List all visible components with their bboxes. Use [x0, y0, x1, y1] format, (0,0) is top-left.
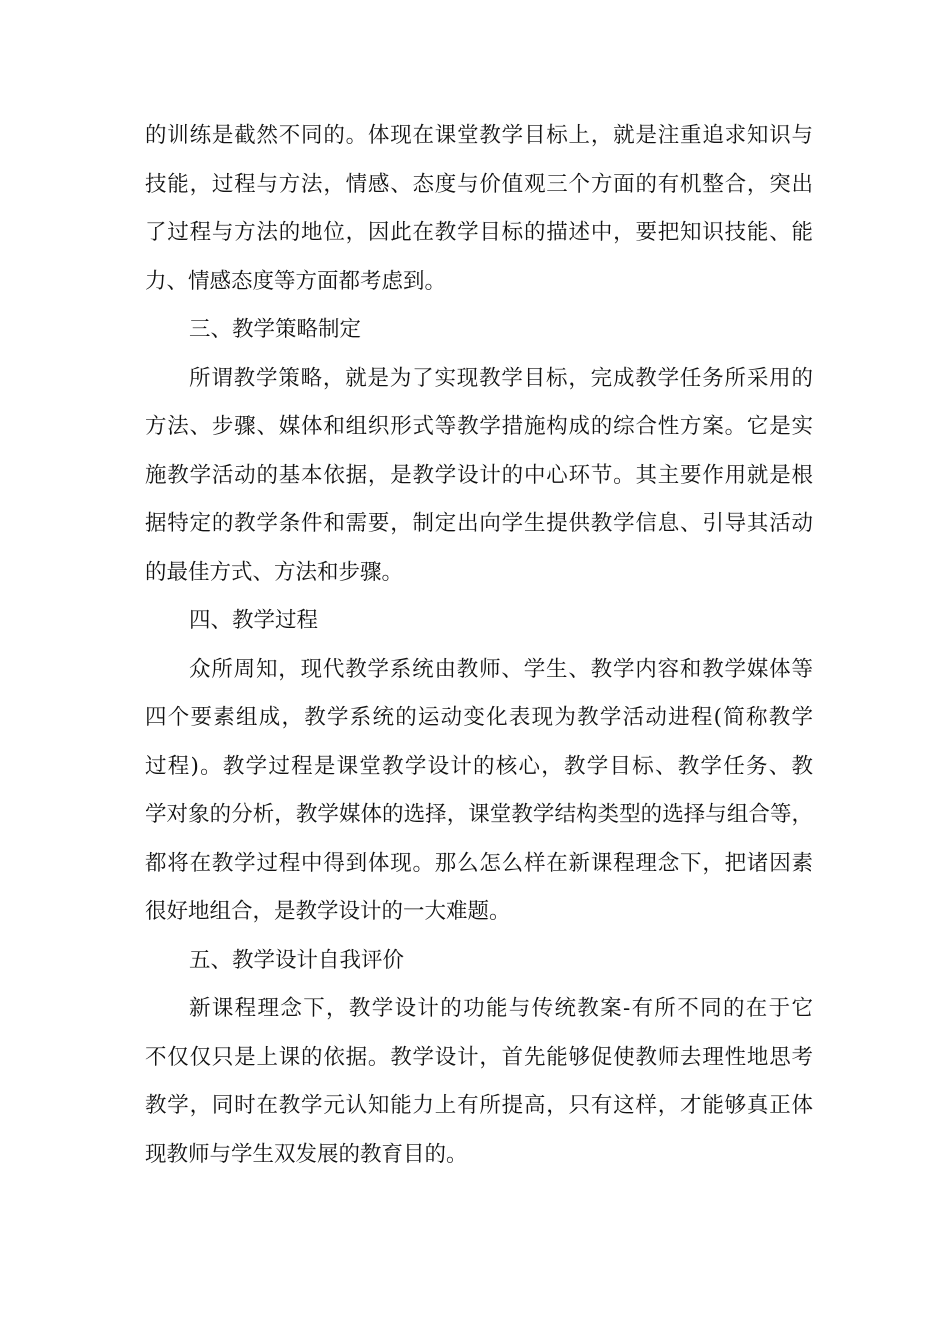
- paragraph-line: 众所周知，现代教学系统由教师、学生、教学内容和教学媒体等: [189, 656, 813, 682]
- paragraph-line: 力、情感态度等方面都考虑到。: [145, 268, 447, 294]
- paragraph-line: 据特定的教学条件和需要，制定出向学生提供教学信息、引导其活动: [145, 511, 813, 536]
- paragraph-line: 技能，过程与方法，情感、态度与价值观三个方面的有机整合，突出: [145, 171, 813, 197]
- paragraph-line: 的最佳方式、方法和步骤。: [145, 559, 404, 585]
- paragraph-line: 所谓教学策略，就是为了实现教学目标，完成教学任务所采用的: [189, 365, 813, 391]
- paragraph-line: 四个要素组成，教学系统的运动变化表现为教学活动进程(简称教学: [145, 705, 813, 730]
- paragraph-line: 不仅仅只是上课的依据。教学设计，首先能够促使教师去理性地思考: [145, 1044, 813, 1070]
- paragraph-line: 教学，同时在教学元认知能力上有所提高，只有这样，才能够真正体: [145, 1093, 813, 1118]
- paragraph-line: 了过程与方法的地位，因此在教学目标的描述中，要把知识技能、能: [145, 220, 813, 245]
- section-heading: 五、教学设计自我评价: [189, 947, 405, 973]
- paragraph-line: 都将在教学过程中得到体现。那么怎么样在新课程理念下，把诸因素: [145, 850, 813, 876]
- paragraph-line: 施教学活动的基本依据，是教学设计的中心环节。其主要作用就是根: [145, 462, 813, 488]
- paragraph-line: 过程)。教学过程是课堂教学设计的核心，教学目标、教学任务、教: [145, 753, 813, 779]
- paragraph-line: 现教师与学生双发展的教育目的。: [145, 1141, 468, 1167]
- section-heading: 三、教学策略制定: [189, 317, 362, 342]
- paragraph-line: 学对象的分析，教学媒体的选择，课堂教学结构类型的选择与组合等，: [145, 802, 813, 827]
- section-heading: 四、教学过程: [189, 608, 319, 633]
- paragraph-line: 方法、步骤、媒体和组织形式等教学措施构成的综合性方案。它是实: [145, 414, 813, 439]
- paragraph-line: 新课程理念下，教学设计的功能与传统教案-有所不同的在于它: [189, 996, 813, 1021]
- document-body: [145, 112, 813, 1179]
- paragraph-line: 的训练是截然不同的。体现在课堂教学目标上，就是注重追求知识与: [145, 123, 813, 148]
- paragraph-line: 很好地组合，是教学设计的一大难题。: [145, 899, 511, 924]
